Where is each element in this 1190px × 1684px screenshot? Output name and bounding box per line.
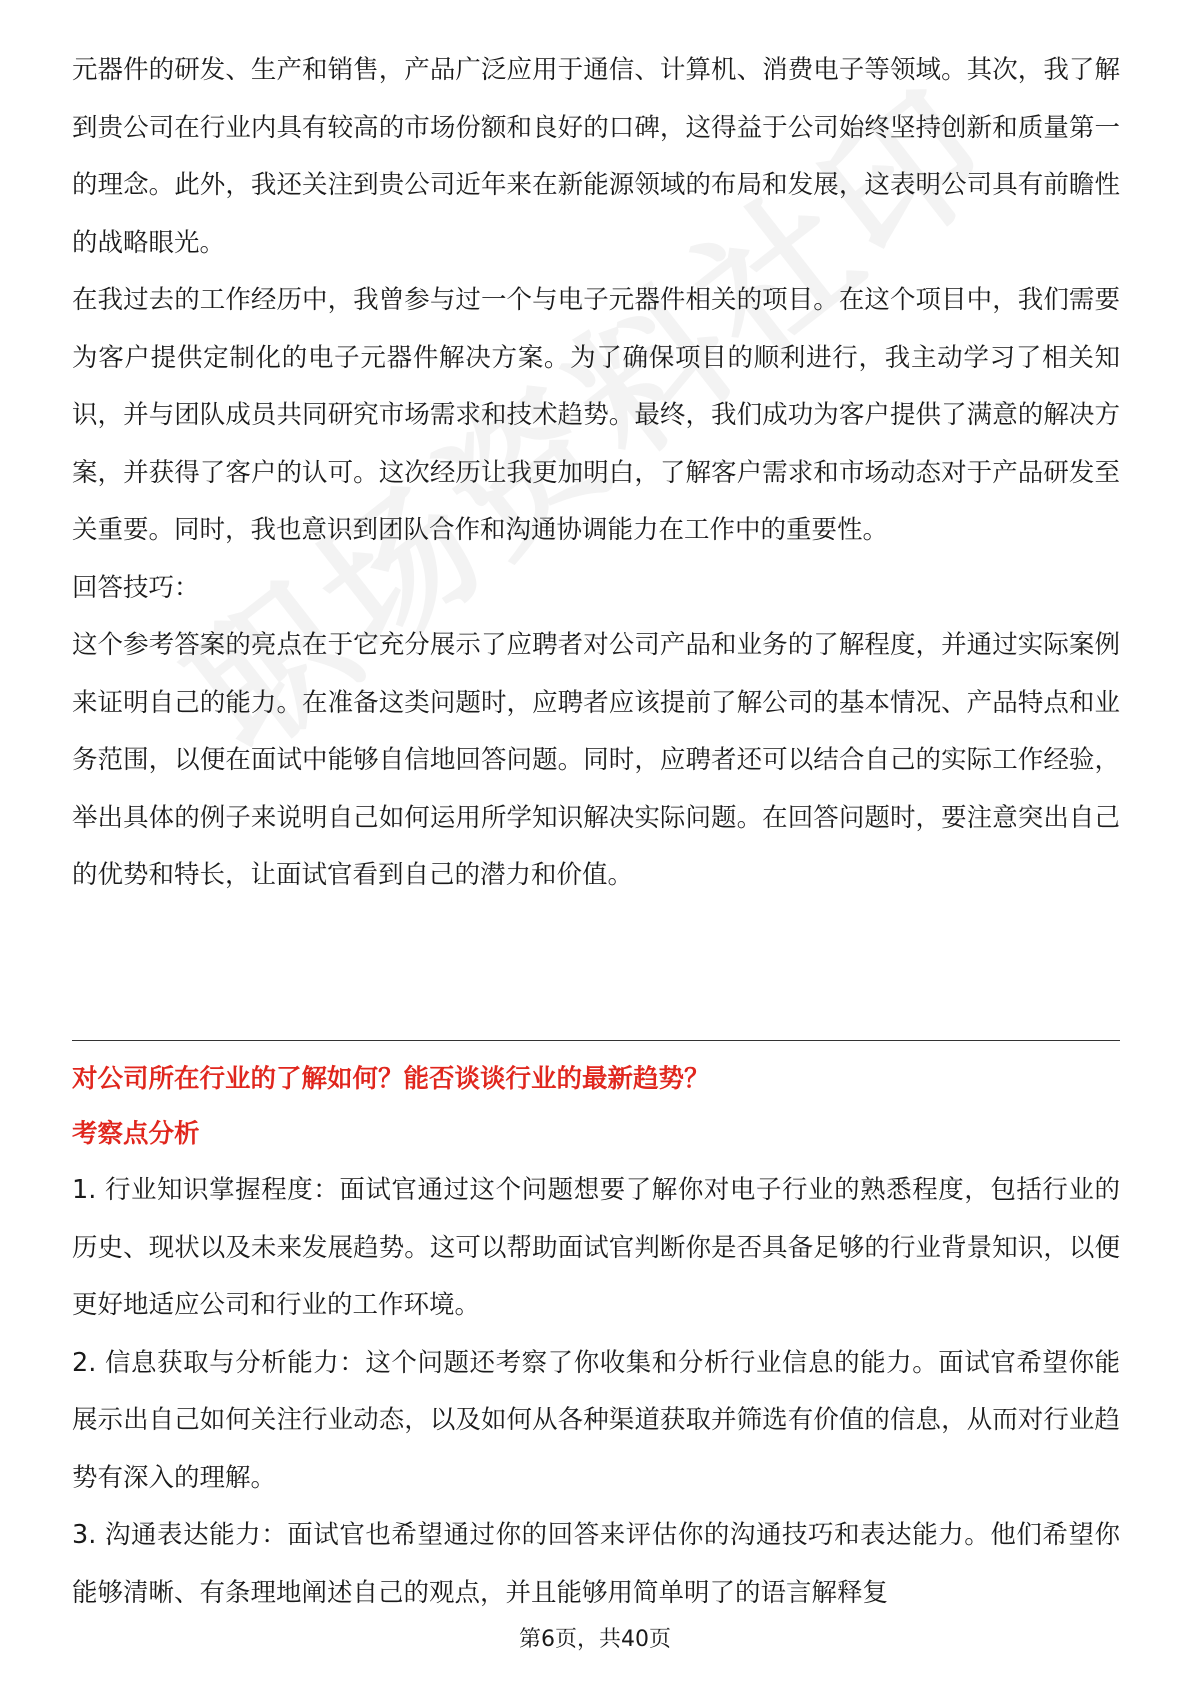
tips-label: 回答技巧： [72,572,200,603]
analysis-heading: 考察点分析 [72,1119,200,1149]
analysis-point: 2. 信息获取与分析能力：这个问题还考察了你收集和分析行业信息的能力。面试官希望你能展示出自己如何关注行业动态，以及如何从各种渠道获取并筛选有价值的信息，从而对行业趋势有深入的理解。 [72,1347,1120,1493]
answer-paragraph: 元器件的研发、生产和销售，产品广泛应用于通信、计算机、消费电子等领域。其次，我了解到贵公司在行业内具有较高的市场份额和良好的口碑，这得益于公司始终坚持创新和质量第一的理念。此外，我还关注到贵公司近年来在新能源领域的布局和发展，这表明公司具有前瞻性的战略眼光。 [72,55,1120,258]
answer-section [72,42,1120,905]
analysis-point: 1. 行业知识掌握程度：面试官通过这个问题想要了解你对电子行业的熟悉程度，包括行业的历史、现状以及未来发展趋势。这可以帮助面试官判断你是否具备足够的行业背景知识，以便更好地适应公司和行业的工作环境。 [72,1175,1120,1320]
question-title: 对公司所在行业的了解如何？能否谈谈行业的最新趋势？ [72,1064,710,1094]
tips-paragraph: 这个参考答案的亮点在于它充分展示了应聘者对公司产品和业务的了解程度，并通过实际案例来证明自己的能力。在准备这类问题时，应聘者应该提前了解公司的基本情况、产品特点和业务范围，以便在面试中能够自信地回答问题。同时，应聘者还可以结合自己的实际工作经验，举出具体的例子来说明自己如何运用所学知识解决实际问题。在回答问题时，要注意突出自己的优势和特长，让面试官看到自己的潜力和价值。 [72,630,1120,890]
page-number: 第6页，共40页 [519,1627,671,1652]
answer-paragraph: 在我过去的工作经历中，我曾参与过一个与电子元器件相关的项目。在这个项目中，我们需要为客户提供定制化的电子元器件解决方案。为了确保项目的顺利进行，我主动学习了相关知识，并与团队成员共同研究市场需求和技术趋势。最终，我们成功为客户提供了满意的解决方案，并获得了客户的认可。这次经历让我更加明白，了解客户需求和市场动态对于产品研发至关重要。同时，我也意识到团队合作和沟通协调能力在工作中的重要性。 [72,285,1120,545]
analysis-point: 3. 沟通表达能力：面试官也希望通过你的回答来评估你的沟通技巧和表达能力。他们希望你能够清晰、有条理地阐述自己的观点，并且能够用简单明了的语言解释复 [72,1520,1120,1608]
section-divider [72,1040,1120,1041]
question-section [72,1052,1120,1622]
